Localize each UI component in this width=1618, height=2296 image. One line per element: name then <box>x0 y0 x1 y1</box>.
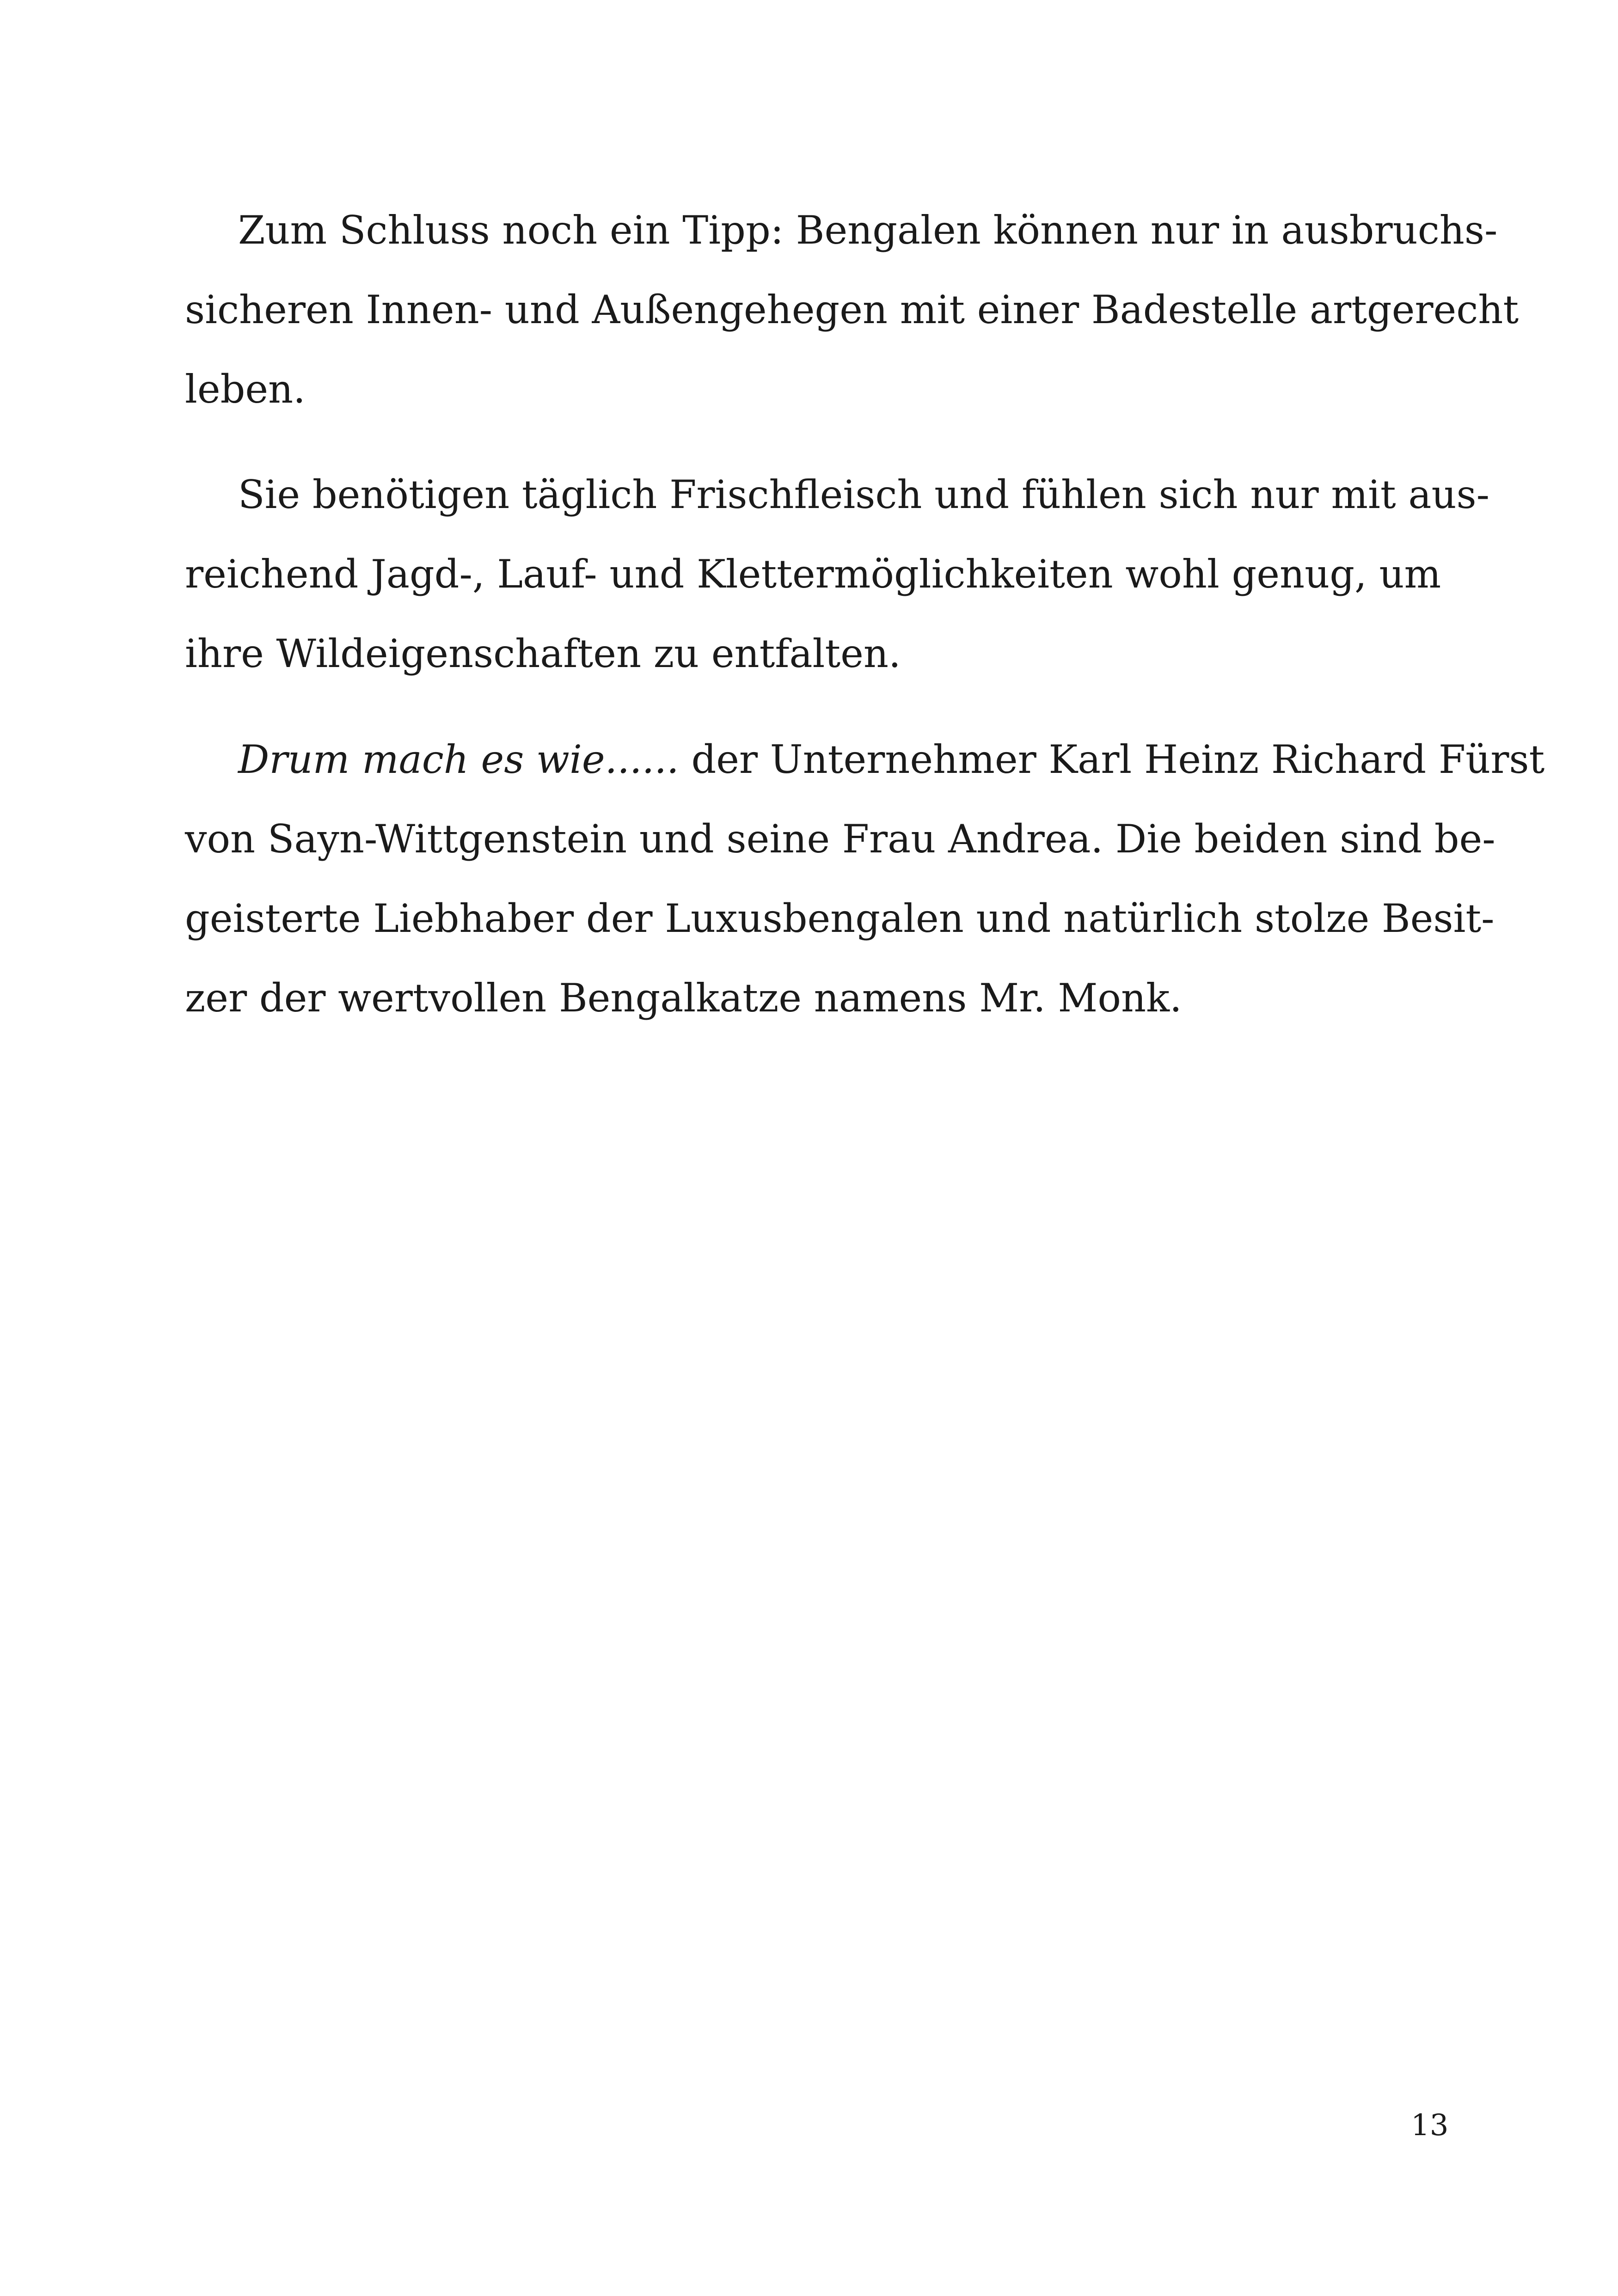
paragraph-3-italic-lead: Drum mach es wie...... <box>238 737 679 782</box>
paragraph-1-line-2: sicheren Innen- und Außengehegen mit einer Badestelle artgerecht <box>185 287 1519 332</box>
paragraph-2-line-3: ihre Wildeigenschaften zu entfalten. <box>185 631 901 676</box>
paragraph-3-line-1-rest: der Unternehmer Karl Heinz Richard Fürst <box>679 737 1545 782</box>
paragraph-1-line-1: Zum Schluss noch ein Tipp: Bengalen können nur in ausbruchs- <box>238 208 1498 253</box>
paragraph-3-line-1 <box>238 736 1544 783</box>
paragraph-3-line-3: geisterte Liebhaber der Luxusbengalen und natürlich stolze Besit- <box>185 896 1495 941</box>
paragraph-2-line-1: Sie benötigen täglich Frischfleisch und fühlen sich nur mit aus- <box>238 472 1490 517</box>
page-number: 13 <box>1411 2108 1449 2143</box>
paragraph-2-line-2: reichend Jagd-, Lauf- und Klettermöglichkeiten wohl genug, um <box>185 551 1441 597</box>
paragraph-1-line-3: leben. <box>185 367 306 412</box>
paragraph-3-line-4: zer der wertvollen Bengalkatze namens Mr. Monk. <box>185 975 1182 1021</box>
paragraph-3-line-2: von Sayn-Wittgenstein und seine Frau Andrea. Die beiden sind be- <box>185 816 1495 862</box>
